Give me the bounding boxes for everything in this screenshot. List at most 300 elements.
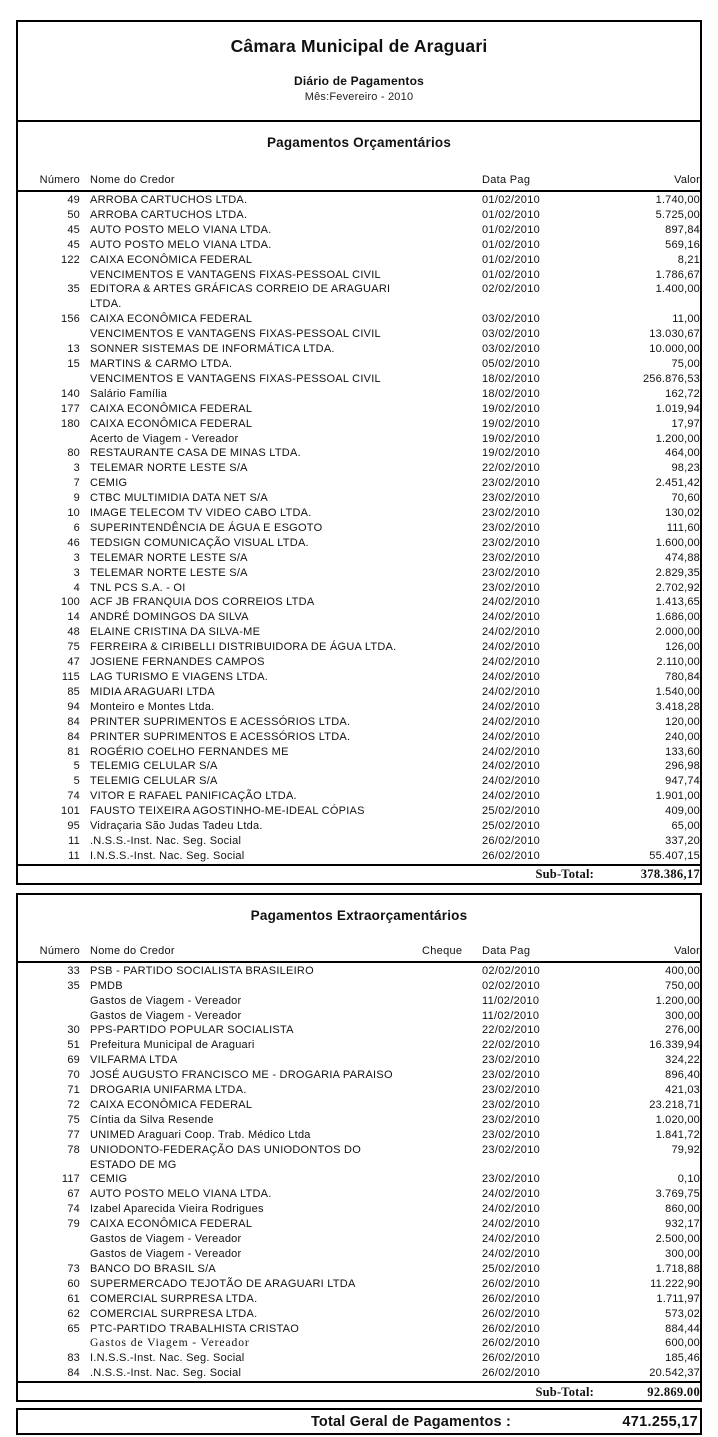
row-data: 24/02/2010	[482, 1188, 541, 1201]
row-data: 24/02/2010	[482, 700, 541, 713]
row-data: 26/02/2010	[482, 1367, 541, 1380]
row-data: 24/02/2010	[482, 626, 541, 639]
row-data: 24/02/2010	[482, 611, 541, 624]
grand-total-row	[16, 1408, 702, 1435]
row-credor: SUPERMERCADO TEJOTÃO DE ARAGUARI LTDA	[90, 1277, 356, 1290]
table-row	[18, 1336, 700, 1351]
row-numero: 100	[61, 596, 80, 609]
row-numero: 70	[67, 1069, 80, 1082]
row-credor: JOSIENE FERNANDES CAMPOS	[90, 656, 265, 669]
subtotal-row	[18, 1381, 700, 1400]
row-valor: 98,23	[671, 462, 700, 475]
table-row	[18, 417, 700, 432]
row-credor: PRINTER SUPRIMENTOS E ACESSÓRIOS LTDA.	[90, 730, 351, 743]
row-credor: Acerto de Viagem - Vereador	[90, 432, 239, 445]
row-credor: Salário Família	[90, 387, 168, 400]
row-data: 23/02/2010	[482, 1069, 541, 1082]
row-valor: 133,60	[665, 745, 700, 758]
row-data: 02/02/2010	[482, 964, 541, 977]
row-valor: 1.540,00	[655, 685, 700, 698]
subtotal-row	[18, 864, 700, 883]
row-credor: TNL PCS S.A. - OI	[90, 581, 186, 594]
row-valor: 11.222,90	[650, 1277, 700, 1290]
row-valor: 300,00	[665, 1248, 700, 1260]
row-valor: 409,00	[665, 805, 700, 818]
row-credor: TELEMIG CELULAR S/A	[90, 775, 218, 788]
report-period: Mês:Fevereiro - 2010	[304, 91, 414, 103]
row-valor: 600,00	[665, 1337, 700, 1350]
row-valor: 2.500,00	[655, 1233, 700, 1246]
row-credor: PSB - PARTIDO SOCIALISTA BRASILEIRO	[90, 964, 314, 977]
row-valor: 1.200,00	[655, 432, 700, 445]
table-row	[18, 789, 700, 804]
table-row	[18, 357, 700, 372]
row-valor: 1.711,97	[656, 1292, 700, 1305]
table-row	[18, 1023, 700, 1038]
row-data: 23/02/2010	[482, 536, 541, 549]
row-numero: 84	[67, 1367, 80, 1380]
row-data: 11/02/2010	[482, 994, 540, 1007]
row-valor: 1.020,00	[655, 1113, 700, 1126]
column-header-numero: Número	[39, 174, 80, 186]
row-data: 23/02/2010	[482, 1054, 541, 1067]
row-valor: 932,17	[665, 1218, 700, 1231]
report-title: Câmara Municipal de Araguari	[230, 36, 488, 56]
row-valor: 573,02	[665, 1307, 700, 1320]
row-data: 05/02/2010	[482, 357, 541, 370]
row-valor: 1.841,72	[655, 1128, 700, 1141]
table-row	[18, 476, 700, 491]
row-data: 19/02/2010	[482, 447, 541, 460]
row-numero: 3	[73, 566, 80, 579]
row-data: 23/02/2010	[482, 507, 541, 520]
row-valor: 3.769,75	[655, 1188, 700, 1201]
row-data: 19/02/2010	[482, 417, 541, 430]
row-numero: 62	[67, 1307, 80, 1320]
table-row	[18, 700, 700, 715]
table-row	[18, 238, 700, 253]
row-data: 23/02/2010	[482, 1128, 541, 1141]
table-row	[18, 566, 700, 581]
row-numero: 72	[67, 1098, 80, 1111]
row-data: 26/02/2010	[482, 1352, 541, 1365]
row-credor: CAIXA ECONÔMICA FEDERAL	[90, 313, 253, 326]
row-valor: 162,72	[665, 387, 700, 400]
column-header-valor: Valor	[674, 944, 700, 957]
row-credor: VITOR E RAFAEL PANIFICAÇÃO LTDA.	[90, 790, 297, 803]
subtotal-label: Sub-Total:	[535, 867, 594, 882]
row-numero: 117	[61, 1173, 80, 1186]
row-data: 19/02/2010	[482, 402, 541, 415]
row-credor: TELEMAR NORTE LESTE S/A	[90, 566, 248, 579]
row-data: 03/02/2010	[482, 313, 541, 326]
extraorcamentarios-box	[16, 893, 702, 1402]
row-data: 01/02/2010	[482, 268, 541, 281]
grand-total-value: 471.255,17	[622, 1413, 698, 1430]
row-numero: 85	[67, 685, 80, 698]
row-credor: CEMIG	[90, 1173, 128, 1186]
row-credor: Prefeitura Municipal de Araguari	[90, 1039, 255, 1052]
table-row	[18, 536, 700, 551]
table-row	[18, 253, 700, 268]
row-numero: 81	[67, 745, 80, 758]
table-row	[18, 1292, 700, 1307]
table-row	[18, 1068, 700, 1083]
row-data: 23/02/2010	[482, 477, 541, 490]
row-numero: 101	[61, 805, 80, 818]
table-row	[18, 595, 700, 610]
row-numero: 9	[73, 492, 80, 505]
row-numero: 15	[67, 357, 80, 370]
row-data: 24/02/2010	[482, 1248, 541, 1260]
grand-total-label: Total Geral de Pagamentos :	[310, 1413, 512, 1430]
row-valor: 474,88	[665, 551, 700, 564]
table-row	[18, 1247, 700, 1262]
row-numero: 50	[67, 208, 80, 221]
row-valor: 79,92	[671, 1143, 700, 1156]
row-numero: 79	[67, 1218, 80, 1231]
table-row	[18, 994, 700, 1009]
row-credor: Gastos de Viagem - Vereador	[90, 1248, 242, 1260]
row-credor: TELEMAR NORTE LESTE S/A	[90, 551, 248, 564]
row-numero: 78	[67, 1143, 80, 1156]
column-header-credor: Nome do Credor	[90, 174, 175, 186]
row-valor: 2.829,35	[655, 566, 700, 579]
table-row	[18, 1113, 700, 1128]
row-valor: 896,40	[665, 1069, 700, 1082]
row-credor: LAG TURISMO E VIAGENS LTDA.	[90, 671, 269, 683]
row-valor: 126,00	[665, 641, 700, 654]
row-numero: 94	[67, 700, 80, 713]
row-numero: 67	[67, 1188, 80, 1201]
row-credor: Gastos de Viagem - Vereador	[90, 1336, 250, 1350]
table-row	[18, 1277, 700, 1292]
row-numero: 3	[73, 551, 80, 564]
row-valor: 20.542,37	[649, 1367, 700, 1380]
table-row	[18, 387, 700, 402]
table-row	[18, 715, 700, 730]
orcamentarios-box	[16, 20, 702, 885]
row-numero: 156	[61, 313, 80, 326]
row-credor: COMERCIAL SURPRESA LTDA.	[90, 1292, 258, 1305]
section-title-orcamentarios: Pagamentos Orçamentários	[266, 135, 452, 150]
row-numero: 13	[67, 343, 80, 356]
row-numero: 83	[67, 1352, 80, 1365]
row-numero: 95	[67, 820, 80, 833]
row-credor: IMAGE TELECOM TV VIDEO CABO LTDA.	[90, 507, 312, 520]
table-row	[18, 282, 700, 312]
row-data: 23/02/2010	[482, 492, 541, 505]
row-credor: TELEMIG CELULAR S/A	[90, 760, 218, 773]
row-numero: 140	[61, 387, 80, 400]
table-row	[18, 979, 700, 994]
row-valor: 1.686,00	[655, 611, 700, 624]
row-valor: 185,46	[665, 1352, 700, 1365]
column-header-credor: Nome do Credor	[90, 944, 175, 957]
row-numero: 75	[67, 1113, 80, 1126]
row-numero: 5	[73, 775, 80, 788]
row-numero: 35	[67, 979, 80, 992]
table-row	[18, 1053, 700, 1068]
row-data: 01/02/2010	[482, 223, 541, 236]
row-numero: 71	[67, 1084, 80, 1097]
row-data: 22/02/2010	[482, 1024, 541, 1037]
subtotal-value: 378.386,17	[640, 867, 700, 882]
row-valor: 569,16	[665, 238, 700, 251]
table-row	[18, 581, 700, 596]
table-row	[18, 819, 700, 834]
row-credor: I.N.S.S.-Inst. Nac. Seg. Social	[90, 849, 245, 862]
row-data: 24/02/2010	[482, 715, 541, 728]
table-row	[18, 1009, 700, 1024]
row-data: 23/02/2010	[482, 1084, 541, 1097]
row-valor: 120,00	[665, 715, 700, 728]
row-credor: CEMIG	[90, 477, 128, 490]
row-valor: 65,00	[671, 820, 700, 833]
row-credor: UNIMED Araguari Coop. Trab. Médico Ltda	[90, 1128, 311, 1141]
row-valor: 1.019,94	[655, 402, 700, 415]
report-header	[18, 22, 700, 122]
table-row	[18, 1187, 700, 1202]
row-credor: MIDIA ARAGUARI LTDA	[90, 685, 215, 698]
row-valor: 10.000,00	[649, 343, 700, 356]
row-data: 24/02/2010	[482, 656, 541, 669]
row-data: 26/02/2010	[482, 1307, 541, 1320]
row-data: 24/02/2010	[482, 685, 541, 698]
row-numero: 84	[67, 715, 80, 728]
row-valor: 1.786,67	[655, 268, 700, 281]
row-credor: COMERCIAL SURPRESA LTDA.	[90, 1307, 258, 1320]
table-row	[18, 1232, 700, 1247]
row-credor: I.N.S.S.-Inst. Nac. Seg. Social	[90, 1352, 245, 1365]
row-credor: CAIXA ECONÔMICA FEDERAL	[90, 1098, 253, 1111]
row-credor: VENCIMENTOS E VANTAGENS FIXAS-PESSOAL CIVIL	[90, 328, 381, 341]
row-data: 24/02/2010	[482, 730, 541, 743]
table-row	[18, 640, 700, 655]
table-row	[18, 268, 700, 283]
row-credor: CAIXA ECONÔMICA FEDERAL	[90, 1218, 253, 1231]
column-header-row	[18, 173, 700, 192]
row-numero: 77	[67, 1128, 80, 1141]
row-credor: SONNER SISTEMAS DE INFORMÁTICA LTDA.	[90, 343, 335, 356]
column-header-data: Data Pag	[482, 944, 531, 957]
row-credor: ARROBA CARTUCHOS LTDA.	[90, 194, 248, 206]
row-valor: 1.200,00	[655, 994, 700, 1007]
row-data: 23/02/2010	[482, 566, 541, 579]
row-valor: 256.876,53	[642, 372, 700, 385]
row-valor: 300,00	[665, 1009, 700, 1022]
row-valor: 947,74	[665, 775, 700, 788]
row-data: 18/02/2010	[482, 387, 541, 400]
row-data: 23/02/2010	[482, 581, 541, 594]
row-valor: 2.000,00	[655, 626, 700, 639]
table-row	[18, 1351, 700, 1366]
table-row	[18, 1262, 700, 1277]
row-valor: 337,20	[665, 834, 700, 847]
row-data: 24/02/2010	[482, 1233, 541, 1246]
row-data: 01/02/2010	[482, 208, 541, 221]
row-credor: Gastos de Viagem - Vereador	[90, 1009, 242, 1022]
row-numero: 45	[67, 223, 80, 236]
row-numero: 69	[67, 1054, 80, 1067]
table-row	[18, 342, 700, 357]
row-valor: 1.413,65	[655, 596, 700, 609]
row-data: 01/02/2010	[482, 253, 541, 266]
row-credor: AUTO POSTO MELO VIANA LTDA.	[90, 238, 272, 251]
row-numero: 5	[73, 760, 80, 773]
report-page	[16, 20, 702, 1435]
row-valor: 13.030,67	[649, 328, 700, 341]
row-data: 22/02/2010	[482, 1039, 541, 1052]
row-credor: PPS-PARTIDO POPULAR SOCIALISTA	[90, 1024, 294, 1037]
row-valor: 0,10	[677, 1173, 700, 1186]
row-credor: BANCO DO BRASIL S/A	[90, 1262, 216, 1275]
row-valor: 1.718,88	[655, 1262, 700, 1275]
row-data: 24/02/2010	[482, 790, 541, 803]
row-credor: ACF JB FRANQUIA DOS CORREIOS LTDA	[90, 596, 315, 609]
table-row	[18, 1083, 700, 1098]
table-row	[18, 655, 700, 670]
row-data: 11/02/2010	[482, 1009, 540, 1022]
row-credor: Gastos de Viagem - Vereador	[90, 994, 242, 1007]
row-valor: 23.218,71	[649, 1098, 700, 1111]
row-numero: 30	[67, 1024, 80, 1037]
row-data: 24/02/2010	[482, 596, 541, 609]
row-data: 23/02/2010	[482, 1173, 541, 1186]
row-valor: 400,00	[665, 964, 700, 977]
row-credor: VENCIMENTOS E VANTAGENS FIXAS-PESSOAL CIVIL	[90, 372, 381, 385]
row-data: 25/02/2010	[482, 805, 541, 818]
row-credor: ANDRÉ DOMINGOS DA SILVA	[90, 611, 249, 624]
table-row	[18, 521, 700, 536]
row-valor: 2.702,92	[655, 581, 700, 594]
table-rows	[18, 963, 700, 1381]
report-subtitle: Diário de Pagamentos	[293, 74, 425, 88]
row-numero: 75	[67, 641, 80, 654]
row-credor: PTC-PARTIDO TRABALHISTA CRISTAO	[90, 1322, 300, 1335]
row-data: 23/02/2010	[482, 521, 541, 534]
row-valor: 11,00	[672, 313, 700, 326]
column-header-data: Data Pag	[482, 174, 531, 186]
table-row	[18, 372, 700, 387]
row-valor: 3.418,28	[655, 700, 700, 713]
row-data: 23/02/2010	[482, 1143, 541, 1156]
row-credor: AUTO POSTO MELO VIANA LTDA.	[90, 223, 272, 236]
row-valor: 130,02	[665, 507, 700, 520]
row-valor: 1.901,00	[655, 790, 700, 803]
row-numero: 47	[67, 656, 80, 669]
row-numero: 73	[67, 1262, 80, 1275]
row-credor: FERREIRA & CIRIBELLI DISTRIBUIDORA DE ÁGUA LTDA.	[90, 641, 397, 654]
row-data: 23/02/2010	[482, 1113, 541, 1126]
row-numero: 74	[67, 1203, 80, 1216]
row-valor: 2.451,42	[655, 477, 700, 490]
table-row	[18, 402, 700, 417]
row-valor: 860,00	[665, 1203, 700, 1216]
row-credor: Cíntia da Silva Resende	[90, 1113, 214, 1126]
row-data: 19/02/2010	[482, 432, 541, 445]
row-data: 02/02/2010	[482, 979, 541, 992]
row-credor: AUTO POSTO MELO VIANA LTDA.	[90, 1188, 272, 1201]
row-valor: 750,00	[665, 979, 700, 992]
row-valor: 324,22	[665, 1054, 700, 1067]
section-title-extraorcamentarios: Pagamentos Extraorçamentários	[250, 907, 468, 923]
row-numero: 6	[73, 521, 80, 534]
row-data: 26/02/2010	[482, 849, 541, 862]
row-credor: Monteiro e Montes Ltda.	[90, 700, 215, 713]
column-header-numero: Número	[39, 944, 80, 957]
row-valor: 884,44	[665, 1322, 700, 1335]
row-valor: 464,00	[665, 447, 700, 460]
table-row	[18, 1128, 700, 1143]
table-row	[18, 461, 700, 476]
table-row	[18, 964, 700, 979]
row-credor: TEDSIGN COMUNICAÇÃO VISUAL LTDA.	[90, 536, 309, 549]
row-numero: 61	[67, 1292, 80, 1305]
table-row	[18, 774, 700, 789]
table-row	[18, 432, 700, 447]
table-row	[18, 1143, 700, 1173]
row-data: 24/02/2010	[482, 1218, 541, 1231]
row-valor: 111,60	[666, 521, 700, 534]
row-numero: 60	[67, 1277, 80, 1290]
row-numero: 11	[68, 834, 80, 847]
row-data: 26/02/2010	[482, 1292, 541, 1305]
column-header-row	[18, 944, 700, 963]
row-valor: 240,00	[665, 730, 700, 743]
row-data: 24/02/2010	[482, 745, 541, 758]
row-data: 25/02/2010	[482, 820, 541, 833]
row-numero: 74	[67, 790, 80, 803]
row-data: 24/02/2010	[482, 671, 541, 683]
row-valor: 75,00	[671, 357, 700, 370]
table-row	[18, 1307, 700, 1322]
row-valor: 55.407,15	[649, 849, 700, 862]
table-row	[18, 1202, 700, 1217]
subtotal-label: Sub-Total:	[535, 1384, 594, 1399]
row-data: 24/02/2010	[482, 1203, 541, 1216]
row-data: 24/02/2010	[482, 760, 541, 773]
row-valor: 897,84	[665, 223, 700, 236]
row-data: 01/02/2010	[482, 194, 541, 206]
row-data: 24/02/2010	[482, 641, 541, 654]
table-row	[18, 625, 700, 640]
row-numero: 33	[67, 964, 80, 977]
table-row	[18, 506, 700, 521]
table-row	[18, 759, 700, 774]
row-valor: 1.740,00	[655, 194, 700, 206]
row-valor: 2.110,00	[656, 656, 700, 669]
row-numero: 11	[68, 849, 80, 862]
row-credor: MARTINS & CARMO LTDA.	[90, 357, 233, 370]
row-numero: 48	[67, 626, 80, 639]
table-row	[18, 670, 700, 685]
row-valor: 17,97	[671, 417, 700, 430]
row-credor: TELEMAR NORTE LESTE S/A	[90, 462, 248, 475]
table-row	[18, 208, 700, 223]
row-credor: Vidraçaria São Judas Tadeu Ltda.	[90, 820, 263, 833]
row-data: 26/02/2010	[482, 1337, 541, 1350]
row-numero: 14	[67, 611, 80, 624]
row-credor: JOSÉ AUGUSTO FRANCISCO ME - DROGARIA PARAISO	[90, 1069, 393, 1082]
row-data: 23/02/2010	[482, 551, 541, 564]
table-rows	[18, 192, 700, 864]
row-valor: 1.400,00	[655, 283, 700, 296]
row-numero: 10	[67, 507, 80, 520]
row-credor: .N.S.S.-Inst. Nac. Seg. Social	[90, 834, 242, 847]
row-numero: 180	[61, 417, 80, 430]
row-data: 03/02/2010	[482, 343, 541, 356]
